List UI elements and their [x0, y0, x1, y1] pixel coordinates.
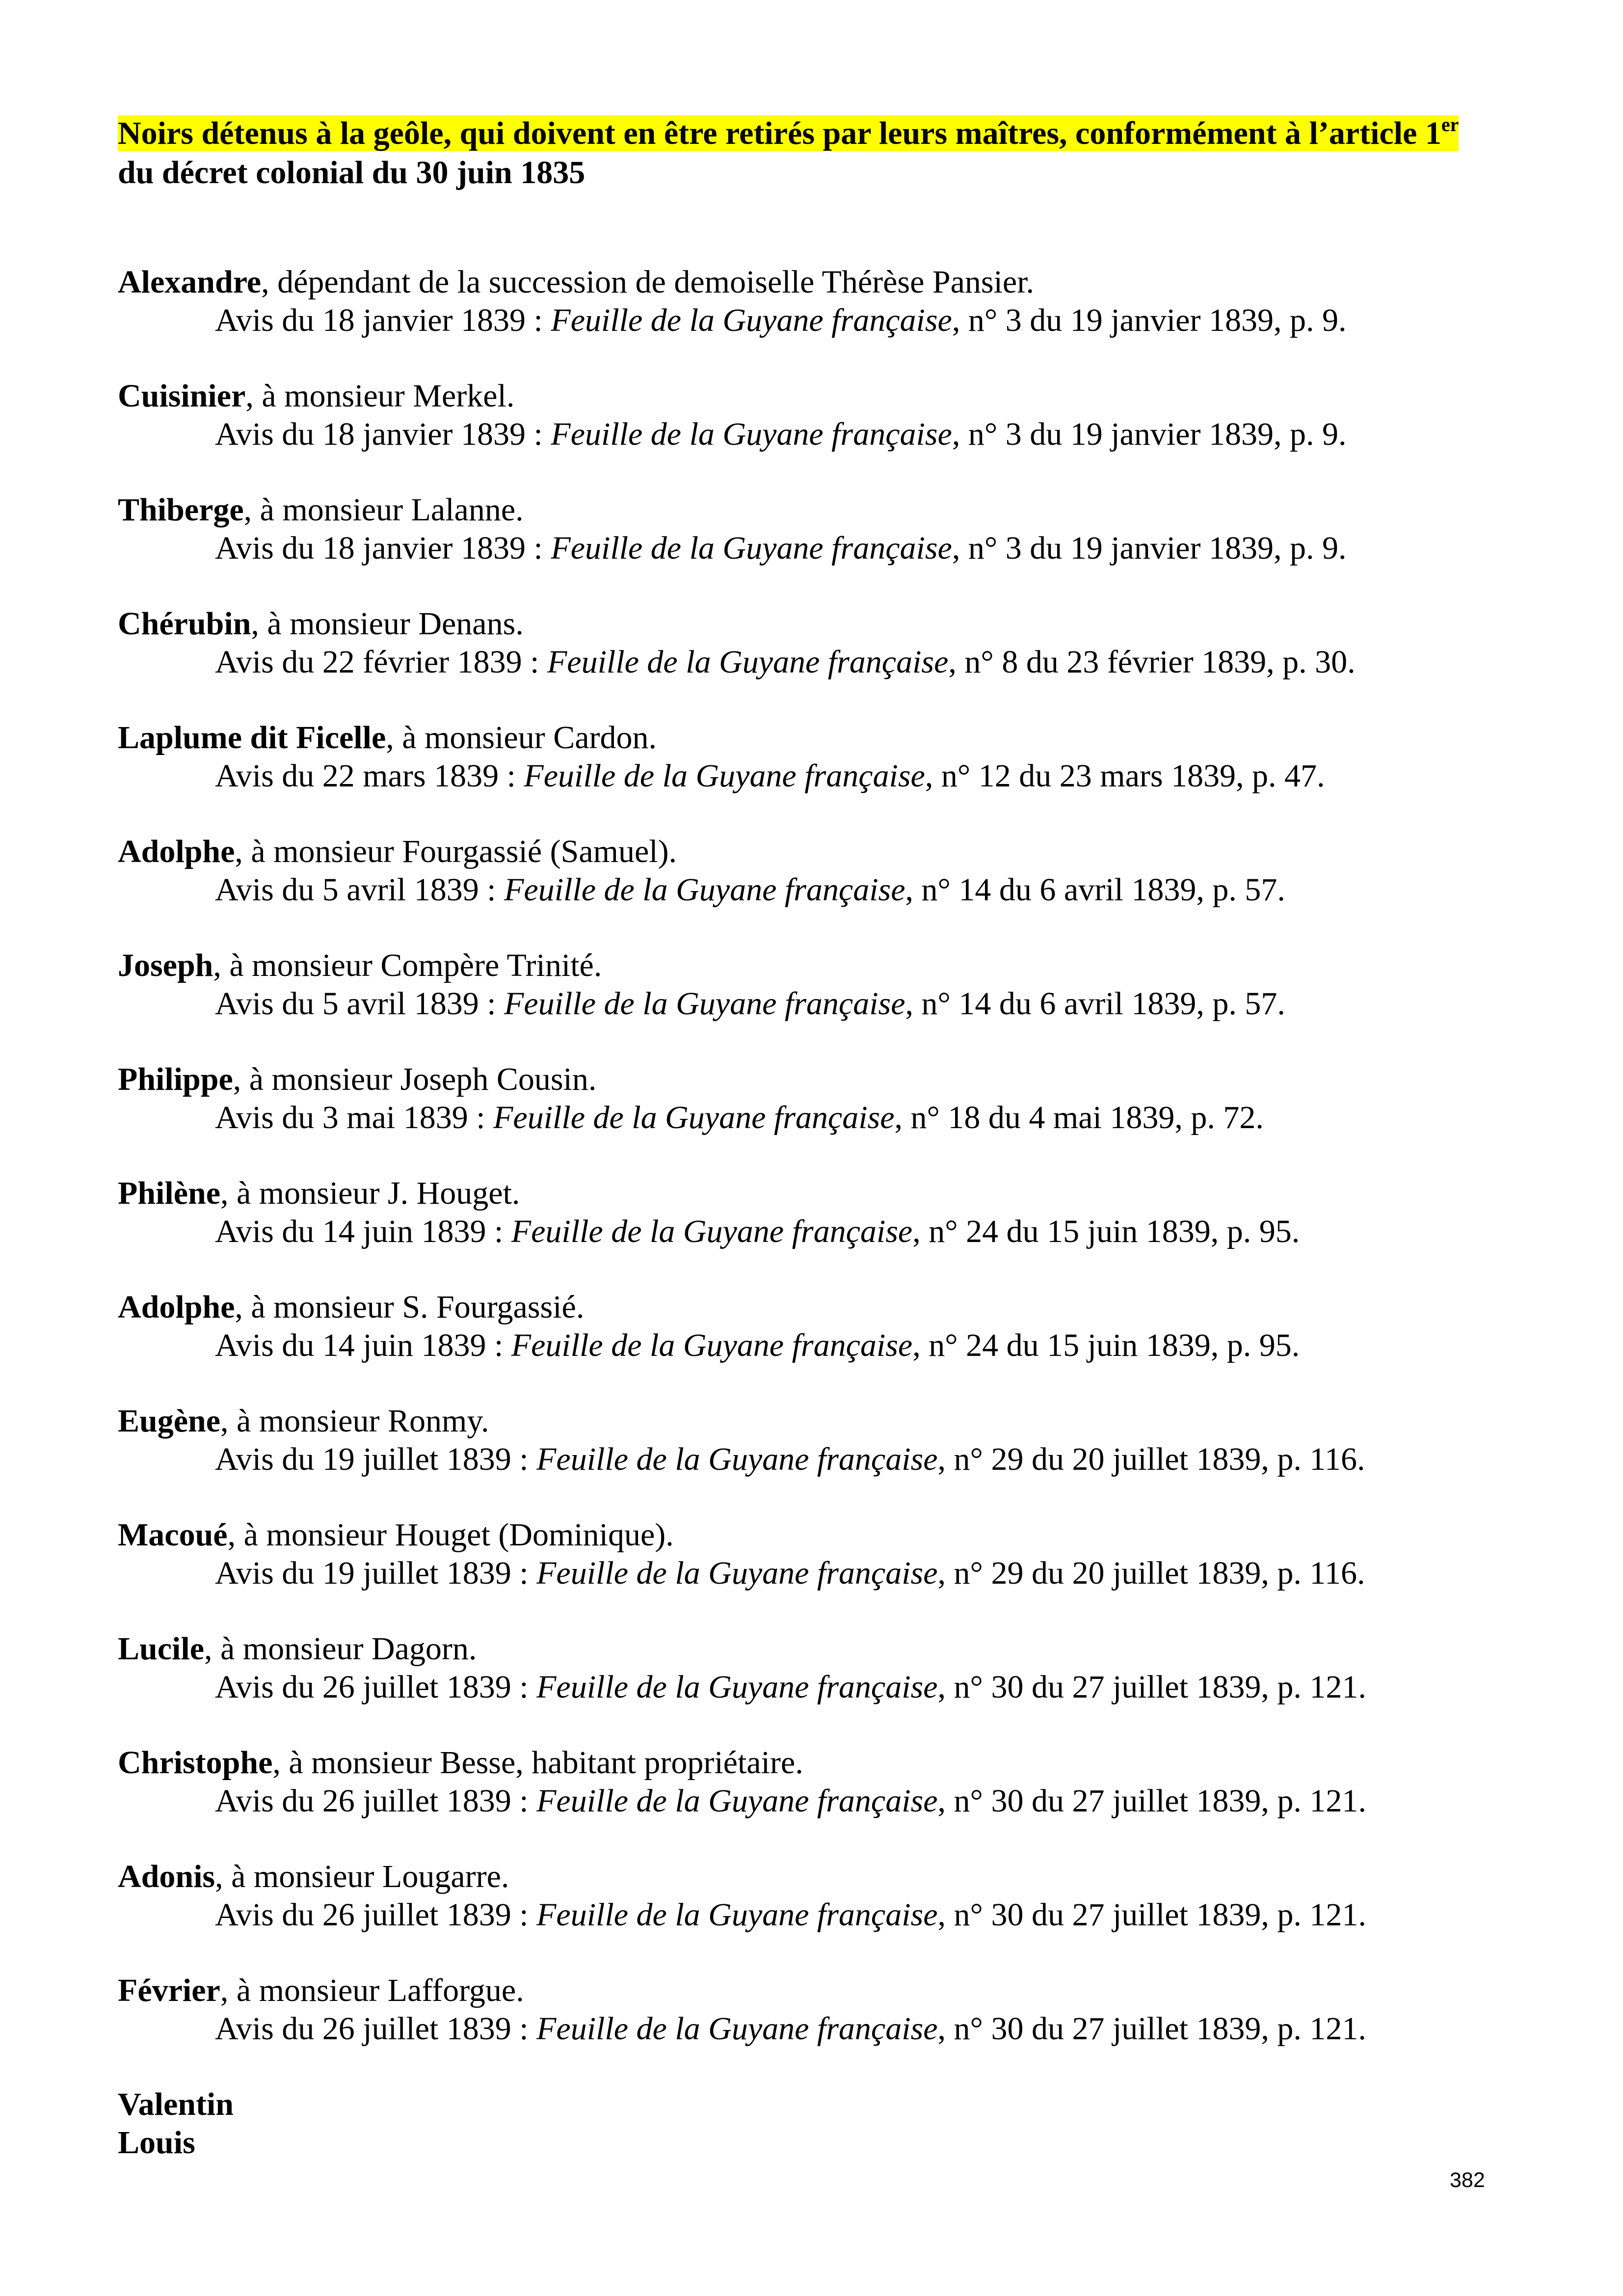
journal-title: Feuille de la Guyane française [536, 1555, 938, 1591]
entry [118, 491, 1521, 605]
entry-notice [118, 1896, 1521, 1934]
entry-notice [118, 529, 1521, 567]
entry-header [118, 263, 1521, 301]
entry-header [118, 833, 1521, 871]
entry-list [118, 263, 1521, 2162]
entry-notice [118, 1668, 1521, 1706]
entry-notice [118, 757, 1521, 795]
page-title [118, 114, 1521, 192]
entry-name: Christophe [118, 1745, 273, 1781]
notice-prefix: Avis du 3 mai 1839 : [215, 1100, 494, 1135]
journal-title: Feuille de la Guyane française [536, 1669, 938, 1705]
entry-notice [118, 643, 1521, 681]
notice-suffix: , n° 29 du 20 juillet 1839, p. 116. [937, 1441, 1365, 1477]
document-page [118, 113, 1521, 2161]
notice-suffix: , n° 8 du 23 février 1839, p. 30. [948, 644, 1356, 680]
entry-name: Alexandre [118, 264, 262, 300]
entry-owner: , à monsieur Lafforgue. [220, 1972, 524, 2008]
journal-title: Feuille de la Guyane française [493, 1100, 895, 1135]
entry-name: Lucile [118, 1631, 204, 1667]
entry-notice [118, 415, 1521, 454]
notice-prefix: Avis du 26 juillet 1839 : [215, 1897, 537, 1933]
entry-name: Adonis [118, 1859, 215, 1894]
entry-header [118, 719, 1521, 757]
notice-suffix: , n° 30 du 27 juillet 1839, p. 121. [937, 1669, 1366, 1705]
entry-name: Philène [118, 1175, 220, 1211]
notice-suffix: , n° 30 du 27 juillet 1839, p. 121. [937, 1783, 1366, 1819]
notice-prefix: Avis du 19 juillet 1839 : [215, 1555, 537, 1591]
entry [118, 1174, 1521, 1288]
entry-owner: , à monsieur Ronmy. [220, 1403, 489, 1439]
entry-name-only: Valentin [118, 2086, 234, 2122]
entry [118, 1744, 1521, 1858]
entry-owner: , à monsieur Besse, habitant propriétaire. [272, 1745, 803, 1781]
notice-suffix: , n° 3 du 19 janvier 1839, p. 9. [952, 416, 1347, 452]
entry [118, 605, 1521, 719]
notice-prefix: Avis du 14 juin 1839 : [215, 1214, 511, 1249]
notice-prefix: Avis du 14 juin 1839 : [215, 1327, 511, 1363]
notice-prefix: Avis du 18 janvier 1839 : [215, 302, 551, 338]
entry-name: Cuisinier [118, 378, 246, 414]
notice-suffix: , n° 24 du 15 juin 1839, p. 95. [912, 1214, 1300, 1249]
entry-name: Laplume dit Ficelle [118, 720, 386, 756]
notice-prefix: Avis du 18 janvier 1839 : [215, 530, 551, 566]
notice-prefix: Avis du 19 juillet 1839 : [215, 1441, 537, 1477]
journal-title: Feuille de la Guyane française [536, 1783, 938, 1819]
entry-notice [118, 1213, 1521, 1251]
notice-prefix: Avis du 26 juillet 1839 : [215, 2011, 537, 2047]
notice-prefix: Avis du 5 avril 1839 : [215, 872, 505, 908]
notice-suffix: , n° 14 du 6 avril 1839, p. 57. [905, 986, 1285, 1022]
entry-name: Adolphe [118, 1289, 235, 1325]
entry-header [118, 491, 1521, 529]
entry-name-only: Louis [118, 2125, 195, 2161]
entry-owner: , à monsieur J. Houget. [220, 1175, 520, 1211]
entry-notice [118, 1782, 1521, 1820]
entry-name: Joseph [118, 947, 213, 983]
entry-owner: , à monsieur Lougarre. [215, 1859, 509, 1894]
entry [118, 1288, 1521, 1402]
journal-title: Feuille de la Guyane française [504, 872, 905, 908]
notice-suffix: , n° 29 du 20 juillet 1839, p. 116. [937, 1555, 1365, 1591]
title-line-2: du décret colonial du 30 juin 1835 [118, 155, 585, 190]
entry [118, 1858, 1521, 1972]
entry-notice [118, 1554, 1521, 1593]
notice-suffix: , n° 14 du 6 avril 1839, p. 57. [905, 872, 1285, 908]
entry-notice [118, 1099, 1521, 1137]
entry-header [118, 1630, 1521, 1668]
entry-header [118, 377, 1521, 415]
entry-notice [118, 1326, 1521, 1365]
entry-name: Adolphe [118, 834, 235, 869]
entry-header [118, 1972, 1521, 2010]
journal-title: Feuille de la Guyane française [536, 1897, 938, 1933]
entry-header [118, 1174, 1521, 1213]
title-superscript: er [1441, 113, 1459, 135]
entry-header [118, 1060, 1521, 1099]
entry [118, 1516, 1521, 1630]
entry-notice [118, 2010, 1521, 2048]
notice-suffix: , n° 3 du 19 janvier 1839, p. 9. [952, 530, 1347, 566]
entry-owner: , à monsieur Dagorn. [204, 1631, 477, 1667]
entry-header [118, 1288, 1521, 1326]
entry-name: Thiberge [118, 492, 244, 528]
notice-prefix: Avis du 26 juillet 1839 : [215, 1669, 537, 1705]
notice-prefix: Avis du 26 juillet 1839 : [215, 1783, 537, 1819]
entry-notice [118, 985, 1521, 1023]
entry-owner: , dépendant de la succession de demoiselle Thérèse Pansier. [261, 264, 1035, 300]
title-line-1: Noirs détenus à la geôle, qui doivent en être retirés par leurs maîtres, conformément à l’article 1 [118, 115, 1441, 151]
entry [118, 1630, 1521, 1744]
notice-prefix: Avis du 22 mars 1839 : [215, 758, 524, 794]
entry [118, 377, 1521, 491]
entry-owner: , à monsieur Houget (Dominique). [227, 1517, 674, 1553]
entry-name: Eugène [118, 1403, 221, 1439]
entry [118, 833, 1521, 946]
notice-suffix: , n° 24 du 15 juin 1839, p. 95. [912, 1327, 1300, 1363]
entry-owner: , à monsieur Denans. [251, 606, 524, 642]
notice-suffix: , n° 18 du 4 mai 1839, p. 72. [894, 1100, 1264, 1135]
entry-owner: , à monsieur Lalanne. [243, 492, 524, 528]
journal-title: Feuille de la Guyane française [536, 1441, 938, 1477]
notice-prefix: Avis du 18 janvier 1839 : [215, 416, 551, 452]
entry-header [118, 1858, 1521, 1896]
journal-title: Feuille de la Guyane française [511, 1327, 913, 1363]
entry-name: Philippe [118, 1061, 233, 1097]
journal-title: Feuille de la Guyane française [551, 416, 952, 452]
entry-header [118, 1744, 1521, 1782]
entry-name: Chérubin [118, 606, 251, 642]
entry-notice [118, 871, 1521, 909]
entry [118, 1060, 1521, 1174]
journal-title: Feuille de la Guyane française [547, 644, 949, 680]
entry-header [118, 1402, 1521, 1440]
entry-header [118, 605, 1521, 643]
journal-title: Feuille de la Guyane française [536, 2011, 938, 2047]
page-number: 382 [1450, 2168, 1485, 2192]
entry [118, 263, 1521, 377]
notice-suffix: , n° 30 du 27 juillet 1839, p. 121. [937, 1897, 1366, 1933]
journal-title: Feuille de la Guyane française [551, 530, 952, 566]
entry-name: Février [118, 1972, 220, 2008]
entry [118, 1972, 1521, 2085]
journal-title: Feuille de la Guyane française [504, 986, 905, 1022]
entry [118, 946, 1521, 1060]
entry-owner: , à monsieur Fourgassié (Samuel). [235, 834, 677, 869]
entry-header [118, 946, 1521, 985]
entry-notice [118, 301, 1521, 340]
notice-suffix: , n° 30 du 27 juillet 1839, p. 121. [937, 2011, 1366, 2047]
entry-owner: , à monsieur Joseph Cousin. [233, 1061, 597, 1097]
journal-title: Feuille de la Guyane française [551, 302, 952, 338]
entry [118, 1402, 1521, 1516]
entry-header [118, 1516, 1521, 1554]
journal-title: Feuille de la Guyane française [511, 1214, 913, 1249]
entry-owner: , à monsieur Compère Trinité. [213, 947, 602, 983]
notice-suffix: , n° 12 du 23 mars 1839, p. 47. [925, 758, 1325, 794]
entry [118, 719, 1521, 833]
entry-owner: , à monsieur Merkel. [245, 378, 515, 414]
journal-title: Feuille de la Guyane française [524, 758, 925, 794]
notice-suffix: , n° 3 du 19 janvier 1839, p. 9. [952, 302, 1347, 338]
entry-name: Macoué [118, 1517, 228, 1553]
entry-notice [118, 1440, 1521, 1479]
notice-prefix: Avis du 5 avril 1839 : [215, 986, 505, 1022]
entry-owner: , à monsieur Cardon. [386, 720, 657, 756]
notice-prefix: Avis du 22 février 1839 : [215, 644, 547, 680]
title-highlight [118, 115, 1459, 151]
entry-owner: , à monsieur S. Fourgassié. [235, 1289, 585, 1325]
